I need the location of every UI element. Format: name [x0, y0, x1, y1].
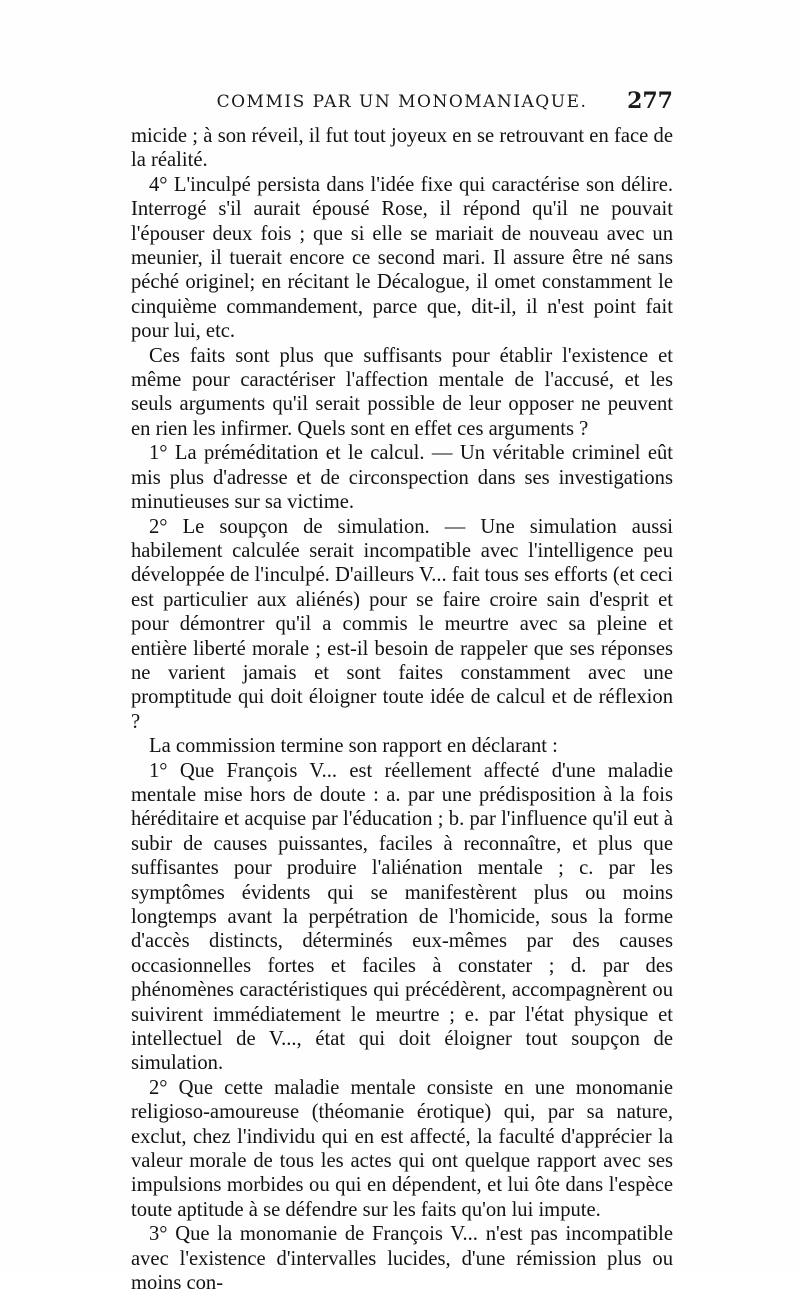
body-text [131, 124, 673, 1296]
paragraph-commission: La commission termine son rapport en déclarant : [149, 735, 558, 758]
paragraph-argument-2: 2° Le soupçon de simulation. — Une simulation aussi habilement calculée serait incompatible avec l'intelligence peu développée de l'inculpé. D'ailleurs V... fait tous ses efforts (et ceci est particulier aux aliénés) pour se faire croire sain d'esprit et pour démontrer qu'il a commis le meurtre avec sa pleine et entière liberté morale ; est-il besoin de rappeler que ses réponses ne varient jamais et sont faites constamment avec une promptitude qui doit éloigner toute idée de calcul et de réflexion ? [131, 515, 673, 733]
paragraph-facts: Ces faits sont plus que suffisants pour établir l'existence et même pour caractériser l'affection mentale de l'accusé, et les seuls arguments qu'il serait possible de leur opposer ne peuvent en rien les infirmer. Quels sont en effet ces arguments ? [131, 344, 673, 440]
paragraph-conclusion-2: 2° Que cette maladie mentale consiste en une monomanie religioso-amoureuse (théomanie érotique) qui, par sa nature, exclut, chez l'individu qui en est affecté, la faculté d'apprécier la valeur morale de tous les actes qui ont quelque rapport avec ses impulsions morbides ou qui en dépendent, et lui ôte dans l'espèce toute aptitude à se défendre sur les faits qu'on lui impute. [131, 1076, 673, 1221]
paragraph-conclusion-1: 1° Que François V... est réellement affecté d'une maladie mentale mise hors de doute : a. par une prédisposition à la fois héréditaire et acquise par l'éducation ; b. par l'influence qu'il eut à subir de causes puissantes, faciles à reconnaître, et plus que suffisantes pour produire l'aliénation mentale ; c. par les symptômes évidents qui se manifestèrent plus ou moins longtemps avant la perpétration de l'homicide, sous la forme d'accès distincts, déterminés eux-mêmes par des causes occasionnelles fortes et faciles à constater ; d. par des phénomènes caractéristiques qui précédèrent, accompagnèrent ou suivirent immédiatement le meurtre ; e. par l'état physique et intellectuel de V..., état qui doit éloigner tout soupçon de simulation. [131, 759, 673, 1075]
paragraph-continuation: micide ; à son réveil, il fut tout joyeux en se retrouvant en face de la réalité. [131, 125, 673, 172]
running-title: COMMIS PAR UN MONOMANIAQUE. [216, 92, 588, 112]
paragraph-conclusion-3: 3° Que la monomanie de François V... n'est pas incompatible avec l'existence d'intervalles lucides, d'une rémission plus ou moins con- [131, 1223, 673, 1295]
paragraph-argument-1: 1° La préméditation et le calcul. — Un véritable criminel eût mis plus d'adresse et de circonspection dans ses investigations minutieuses sur sa victime. [131, 442, 673, 514]
page-number: 277 [627, 88, 673, 114]
paragraph-symptom-4: 4° L'inculpé persista dans l'idée fixe qui caractérise son délire. Interrogé s'il aurait épousé Rose, il répond qu'il ne pouvait l'épouser deux fois ; que si elle se mariait de nouveau avec un meunier, il tuerait encore ce second mari. Il assure être né sans péché originel; en récitant le Décalogue, il omet constamment le cinquième commandement, parce que, dit-il, il n'est point fait pour lui, etc. [131, 173, 673, 343]
page-header [131, 88, 673, 120]
